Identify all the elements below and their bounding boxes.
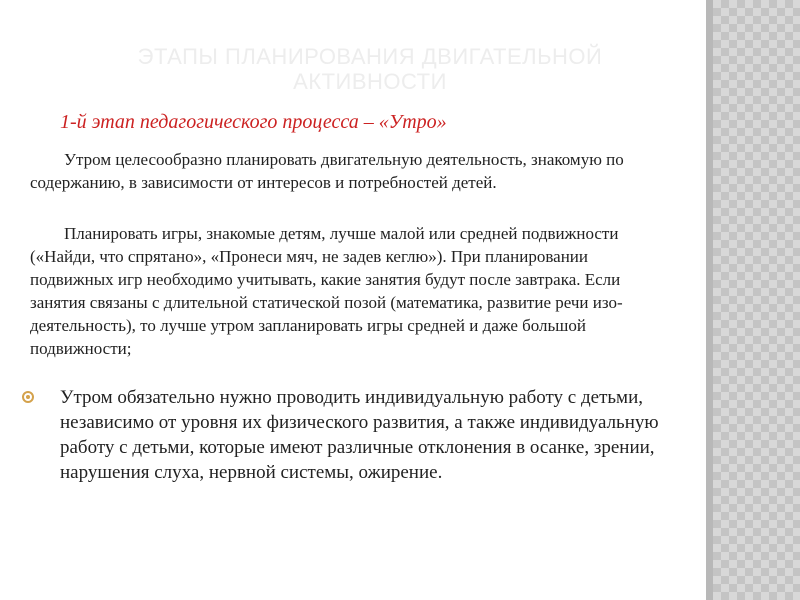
slide-subtitle: 1-й этап педагогического процесса – «Утро» [60, 111, 447, 133]
side-border [706, 0, 713, 600]
bullet-item: Утром обязательно нужно проводить индивидуальную работу с детьми, независимо от уровня их физического развития, а также индивидуальную работу с детьми, которые имеют различные отклонения в осанке, зрении, нарушения слуха, нервной системы, ожирение. [60, 387, 659, 483]
paragraph-1: Утром целесообразно планировать двигательную деятельность, знакомую по содержанию, в зависимости от интересов и потребностей детей. [30, 150, 624, 192]
paragraph-2: Планировать игры, знакомые детям, лучше малой или средней подвижности («Найди, что спрятано», «Пронеси мяч, не задев кеглю»). При планировании подвижных игр необходимо учитывать, какие занятия будут после завтрака. Если занятия связаны с длительной статической позой (математика, развитие речи изо-деятельность), то лучше утром запланировать игры средней и даже большой подвижности; [30, 224, 623, 358]
slide-title: ЭТАПЫ ПЛАНИРОВАНИЯ ДВИГАТЕЛЬНОЙ АКТИВНОСТИ [137, 44, 603, 94]
circle-bullet-icon [22, 391, 34, 403]
side-pattern-decoration [713, 0, 800, 600]
